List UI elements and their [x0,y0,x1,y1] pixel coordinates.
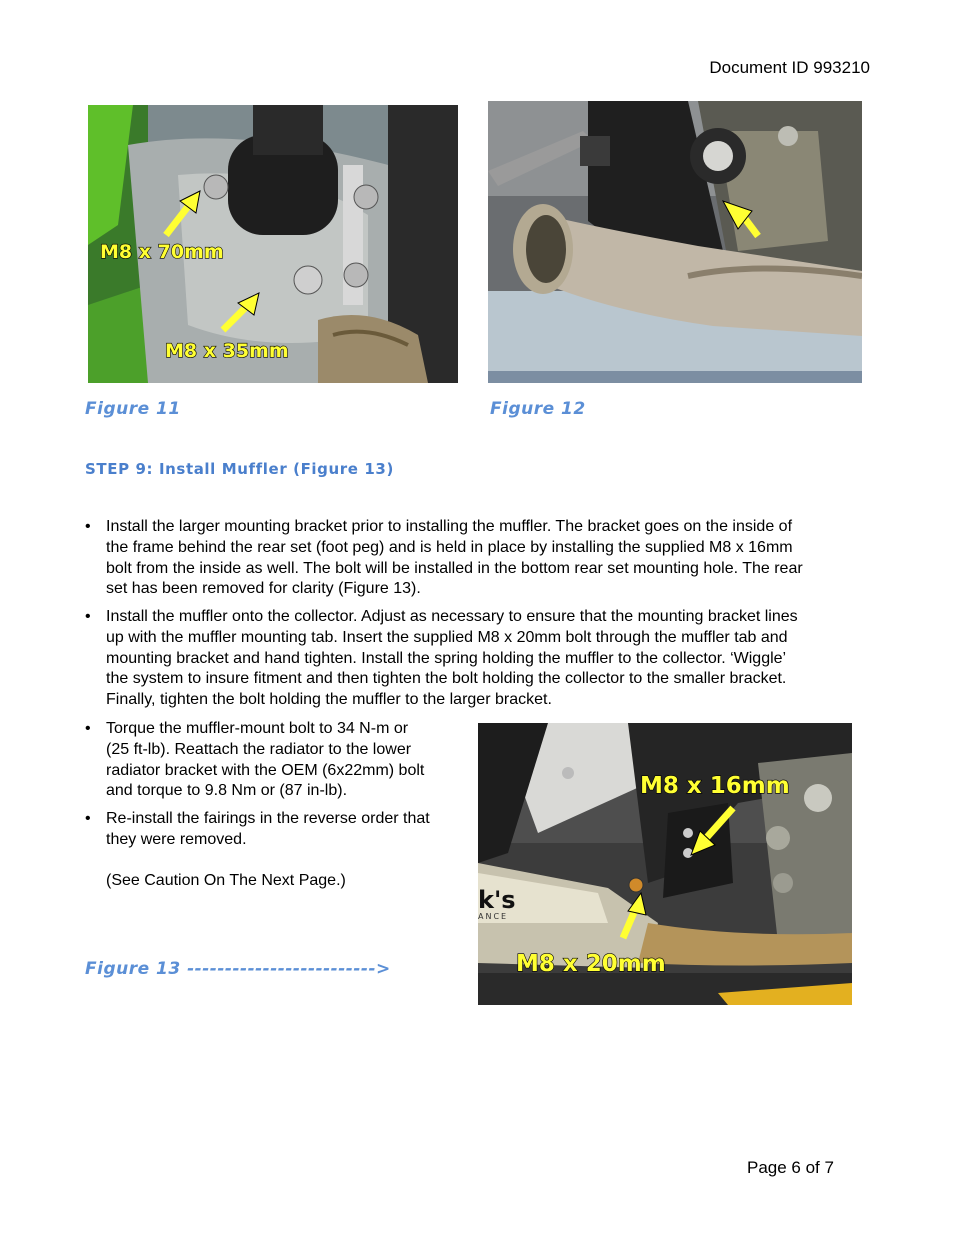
figure-13-caption: Figure 13 -------------------------> [85,959,391,979]
bullet-install-bracket [85,517,885,601]
bullet-1-line: set has been removed for clarity (Figure 13). [106,580,421,598]
bullet-fairings [85,809,465,893]
bullet-glyph: • [85,720,91,737]
bullet-3-line: radiator bracket with the OEM (6x22mm) bolt [106,761,425,779]
bullet-2-line: the system to insure fitment and then tighten the bolt holding the collector to the smaller bracket. [106,670,787,688]
bullet-3-line: Torque the muffler-mount bolt to 34 N-m or [106,720,409,737]
fig13-callout-20mm: M8 x 20mm [516,951,666,977]
bullet-glyph: • [85,518,91,535]
bullet-2-line: up with the muffler mounting tab. Insert the supplied M8 x 20mm bolt through the muffler tab and [106,628,788,646]
bullet-torque [85,719,465,803]
bullet-1-line: Install the larger mounting bracket prior to installing the muffler. The bracket goes on the inside of [106,518,793,535]
bullet-1-line: the frame behind the rear set (foot peg) and is held in place by installing the supplied M8 x 16mm [106,538,793,556]
bullet-1-line: bolt from the inside as well. The bolt will be installed in the bottom rear set mounting hole. The rear [106,559,803,577]
fig11-callout-35mm: M8 x 35mm [165,340,289,362]
bullet-3-line: (25 ft-lb). Reattach the radiator to the lower [106,740,412,758]
figure-12-caption: Figure 12 [490,399,586,419]
figure-11-caption: Figure 11 [85,399,181,419]
bullet-2-line: Install the muffler onto the collector. Adjust as necessary to ensure that the mounting bracket lines [106,608,798,625]
bullet-4-line: Re-install the fairings in the reverse order that [106,810,430,827]
fig13-muffler-badge: k's [478,886,516,914]
fig13-muffler-badge-sub: ANCE [478,912,509,921]
document-id: Document ID 993210 [709,58,870,77]
bullet-4-line: they were removed. [106,830,247,848]
fig11-callout-70mm: M8 x 70mm [100,241,224,263]
bullet-2-line: Finally, tighten the bolt holding the muffler to the larger bracket. [106,691,552,709]
caution-note: (See Caution On The Next Page.) [106,871,346,889]
step-9-heading: STEP 9: Install Muffler (Figure 13) [85,460,394,478]
page-number: Page 6 of 7 [747,1158,834,1177]
figure-11-photo [88,105,458,383]
bullet-3-line: and torque to 9.8 Nm or (87 in-lb). [106,782,348,800]
figure-12-photo [488,101,862,383]
fig13-callout-16mm: M8 x 16mm [640,773,790,799]
bullet-glyph: • [85,608,91,625]
figure-13-photo [478,723,852,1005]
bullet-glyph: • [85,810,91,827]
bullet-install-muffler [85,607,885,712]
bullet-2-line: mounting bracket and hand tighten. Install the spring holding the muffler to the collector. ‘Wiggle’ [106,649,787,667]
